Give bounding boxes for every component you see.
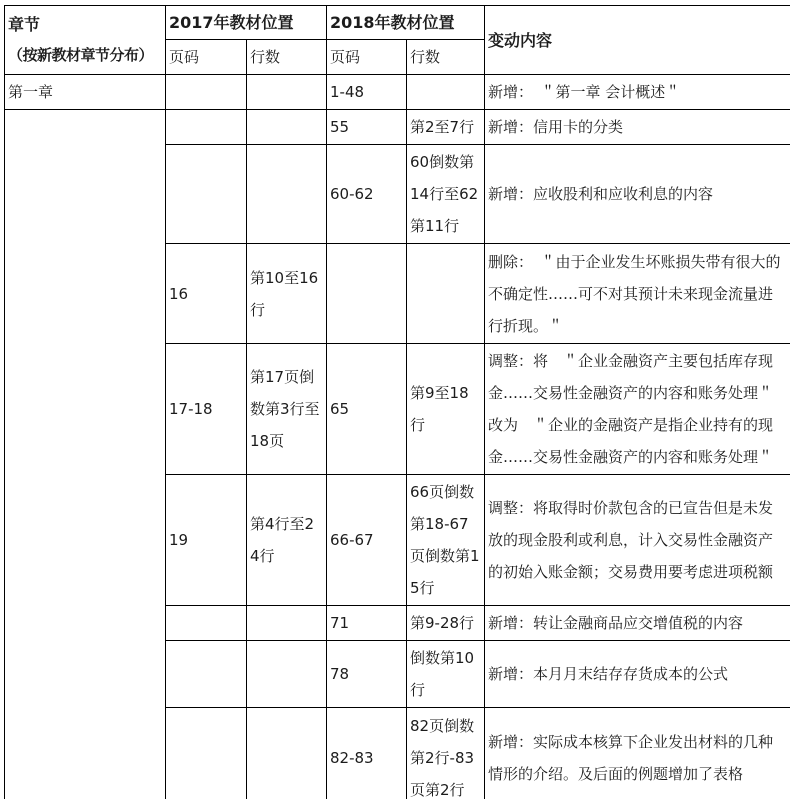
cell-line-2017 bbox=[247, 708, 327, 799]
header-chapter-title: 章节 bbox=[8, 15, 41, 34]
header-page-2017: 页码 bbox=[166, 40, 247, 75]
cell-page-2017 bbox=[166, 110, 247, 145]
cell-page-2017 bbox=[166, 708, 247, 799]
cell-page-2017 bbox=[166, 75, 247, 110]
cell-page-2018: 78 bbox=[327, 641, 407, 708]
cell-line-2018: 第9-28行 bbox=[407, 606, 485, 641]
cell-change: 调整：将取得时价款包含的已宣告但是未发放的现金股利或利息，计入交易性金融资产的初始入账金额；交易费用要考虑进项税额 bbox=[485, 475, 790, 606]
cell-line-2018 bbox=[407, 75, 485, 110]
cell-line-2017: 第10至16行 bbox=[247, 244, 327, 344]
cell-line-2017 bbox=[247, 606, 327, 641]
cell-page-2018: 65 bbox=[327, 344, 407, 475]
textbook-change-table bbox=[4, 5, 790, 799]
cell-change: 删除： ＂由于企业发生坏账损失带有很大的不确定性……可不对其预计未来现金流量进行折现。＂ bbox=[485, 244, 790, 344]
cell-page-2018: 55 bbox=[327, 110, 407, 145]
cell-change: 新增：转让金融商品应交增值税的内容 bbox=[485, 606, 790, 641]
table-row bbox=[5, 75, 790, 110]
cell-line-2018: 60倒数第14行至62第11行 bbox=[407, 145, 485, 244]
cell-chapter-merged bbox=[5, 110, 166, 799]
header-group-2018: 2018年教材位置 bbox=[327, 6, 485, 40]
cell-page-2017: 17-18 bbox=[166, 344, 247, 475]
cell-line-2017 bbox=[247, 75, 327, 110]
cell-line-2017 bbox=[247, 145, 327, 244]
cell-change: 新增：信用卡的分类 bbox=[485, 110, 790, 145]
header-line-2018: 行数 bbox=[407, 40, 485, 75]
cell-page-2018: 82-83 bbox=[327, 708, 407, 799]
cell-page-2017: 19 bbox=[166, 475, 247, 606]
cell-chapter: 第一章 bbox=[5, 75, 166, 110]
header-chapter bbox=[5, 6, 166, 75]
cell-page-2018: 1-48 bbox=[327, 75, 407, 110]
cell-page-2017: 16 bbox=[166, 244, 247, 344]
cell-line-2018: 第2至7行 bbox=[407, 110, 485, 145]
cell-change: 调整：将 ＂企业金融资产主要包括库存现金……交易性金融资产的内容和账务处理＂改为 ＂企业的金融资产是指企业持有的现金……交易性金融资产的内容和账务处理＂ bbox=[485, 344, 790, 475]
header-row-groups bbox=[5, 6, 790, 40]
cell-change: 新增：本月月末结存存货成本的公式 bbox=[485, 641, 790, 708]
cell-line-2017 bbox=[247, 110, 327, 145]
header-chapter-subtitle: （按新教材章节分布） bbox=[8, 46, 154, 64]
cell-line-2017: 第4行至24行 bbox=[247, 475, 327, 606]
cell-line-2017: 第17页倒数第3行至18页 bbox=[247, 344, 327, 475]
cell-page-2018: 60-62 bbox=[327, 145, 407, 244]
cell-line-2018: 66页倒数第18-67页倒数第15行 bbox=[407, 475, 485, 606]
cell-change: 新增： ＂第一章 会计概述＂ bbox=[485, 75, 790, 110]
header-line-2017: 行数 bbox=[247, 40, 327, 75]
cell-page-2018 bbox=[327, 244, 407, 344]
cell-line-2018: 第9至18行 bbox=[407, 344, 485, 475]
header-group-2017: 2017年教材位置 bbox=[166, 6, 327, 40]
cell-page-2018: 66-67 bbox=[327, 475, 407, 606]
cell-page-2018: 71 bbox=[327, 606, 407, 641]
cell-change: 新增：实际成本核算下企业发出材料的几种情形的介绍。及后面的例题增加了表格 bbox=[485, 708, 790, 799]
cell-line-2017 bbox=[247, 641, 327, 708]
cell-page-2017 bbox=[166, 145, 247, 244]
header-change: 变动内容 bbox=[485, 6, 790, 75]
header-page-2018: 页码 bbox=[327, 40, 407, 75]
cell-change: 新增：应收股利和应收利息的内容 bbox=[485, 145, 790, 244]
cell-line-2018: 倒数第10行 bbox=[407, 641, 485, 708]
cell-line-2018: 82页倒数第2行-83页第2行 bbox=[407, 708, 485, 799]
cell-page-2017 bbox=[166, 641, 247, 708]
table-row bbox=[5, 110, 790, 145]
cell-page-2017 bbox=[166, 606, 247, 641]
cell-line-2018 bbox=[407, 244, 485, 344]
